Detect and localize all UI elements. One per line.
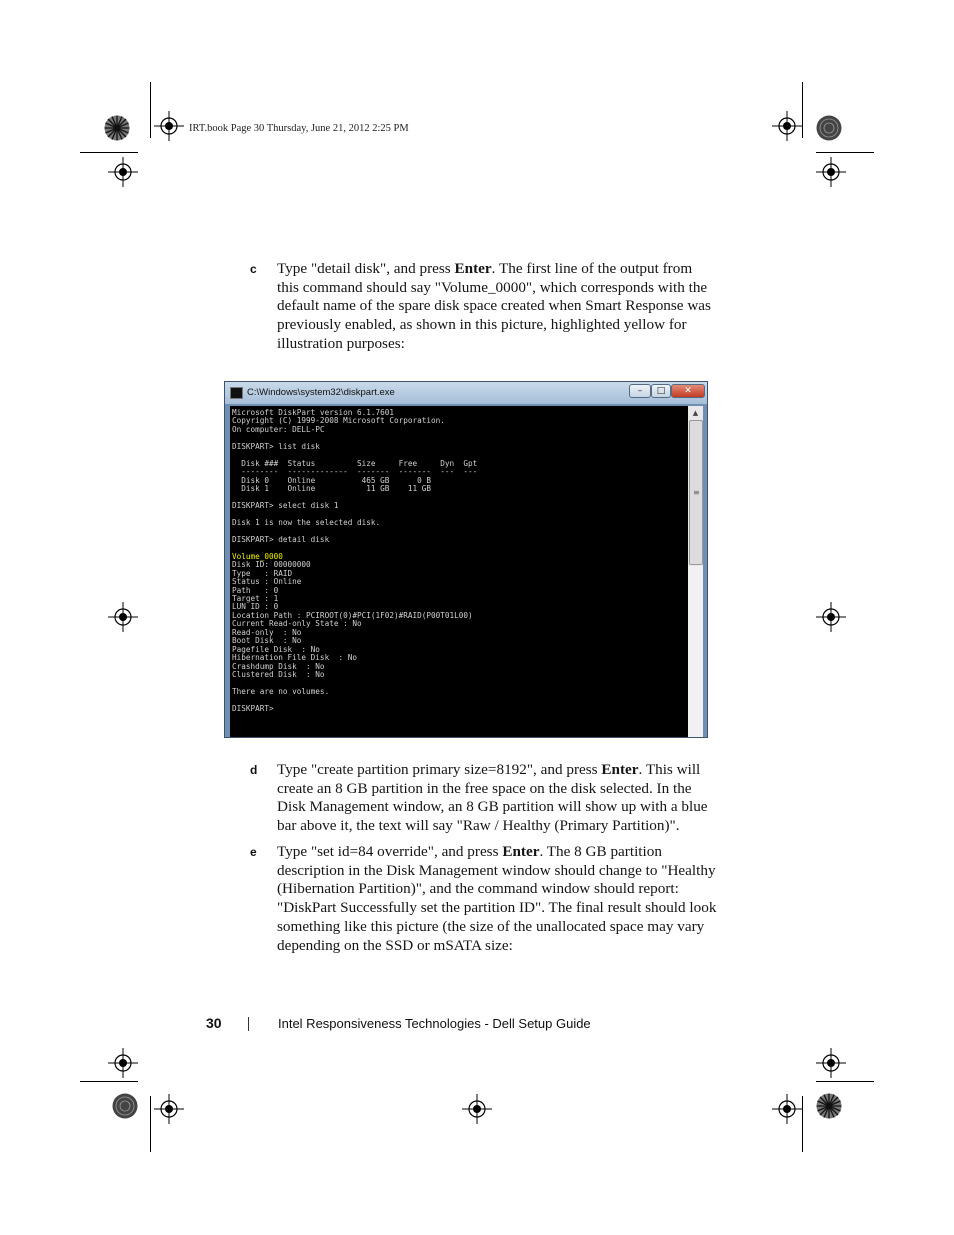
scroll-track[interactable]	[688, 566, 703, 737]
registration-mark-icon	[816, 1048, 846, 1078]
step-letter: d	[250, 763, 258, 777]
starburst-mark-icon	[112, 1093, 138, 1119]
step-text: Type "create partition primary size=8192", and press Enter. This will create an 8 GB partition in the free space on the disk selected. In the Disk Management window, an 8 GB partition will show up with a blue bar above it, the text will say "Raw / Healthy (Primary Partition)".	[277, 761, 708, 835]
window-title: C:\Windows\system32\diskpart.exe	[247, 387, 395, 398]
step-letter: c	[250, 262, 257, 276]
print-header-note: IRT.book Page 30 Thursday, June 21, 2012 2:25 PM	[189, 123, 409, 134]
registration-mark-icon	[108, 1048, 138, 1078]
vertical-scrollbar[interactable]	[688, 406, 703, 737]
registration-mark-icon	[108, 602, 138, 632]
registration-mark-icon	[462, 1094, 492, 1124]
scroll-up-arrow-icon[interactable]: ▲	[692, 409, 699, 417]
registration-mark-icon	[108, 157, 138, 187]
highlighted-volume-line: Volume_0000	[232, 551, 283, 561]
close-button[interactable]: ✕	[671, 384, 705, 398]
key-name: Enter	[454, 260, 492, 277]
registration-mark-icon	[154, 111, 184, 141]
registration-mark-icon	[816, 157, 846, 187]
step-text: Type "detail disk", and press Enter. The first line of the output from this command should say "Volume_0000", which corresponds with the default name of the spare disk space created when Smart Response was previously enabled, as shown in this picture, highlighted yellow for illustration purposes:	[277, 260, 711, 352]
registration-mark-icon	[772, 1094, 802, 1124]
footer-divider	[248, 1017, 249, 1031]
scroll-thumb[interactable]	[689, 420, 703, 565]
console-output	[230, 406, 688, 737]
console-lines: Disk ID: 00000000 Type : RAID Status : Online Path : 0 Target : 1 LUN ID : 0 Location Path : PCIROOT(0)#PCI(1F02)#RAID(P00T01L00) Current Read-only State : No Read-only : No Boot Disk : No Pagefile Disk : No Hibernation File Disk : No Crashdump Disk : No Clustered Disk : No There are no volumes. DISKPART>	[232, 560, 473, 713]
console-lines: Microsoft DiskPart version 6.1.7601 Copyright (C) 1999-2008 Microsoft Corporation. On computer: DELL-PC DISKPART> list disk Disk ### Status Size Free Dyn Gpt -------- ------------- ------- ------- --- --- Disk 0 Online 465 GB 0 B Disk 1 Online 11 GB 11 GB DISKPART> select disk 1 Disk 1 is now the selected disk. DISKPART> detail disk	[232, 408, 478, 544]
registration-mark-icon	[154, 1094, 184, 1124]
console-text	[230, 406, 688, 713]
starburst-mark-icon	[104, 115, 130, 141]
registration-mark-icon	[816, 602, 846, 632]
registration-mark-icon	[772, 111, 802, 141]
diskpart-window-screenshot	[224, 381, 708, 738]
key-name: Enter	[502, 843, 540, 860]
key-name: Enter	[601, 761, 639, 778]
step-letter: e	[250, 845, 257, 859]
grip-icon: ≡	[693, 488, 700, 497]
window-titlebar	[225, 382, 707, 404]
console-icon	[230, 387, 243, 399]
minimize-button[interactable]: –	[629, 384, 651, 398]
starburst-mark-icon	[816, 115, 842, 141]
step-text: Type "set id=84 override", and press Enter. The 8 GB partition description in the Disk Management window should change to "Healthy (Hibernation Partition)", and the command window should report: "DiskPart Successfully set the partition ID". The final result should look something like this picture (the size of the unallocated space may vary depending on the SSD or mSATA size:	[277, 843, 717, 954]
maximize-button[interactable]: □	[651, 384, 671, 398]
page-number: 30	[206, 1015, 222, 1031]
running-footer-title: Intel Responsiveness Technologies - Dell Setup Guide	[278, 1016, 591, 1031]
starburst-mark-icon	[816, 1093, 842, 1119]
